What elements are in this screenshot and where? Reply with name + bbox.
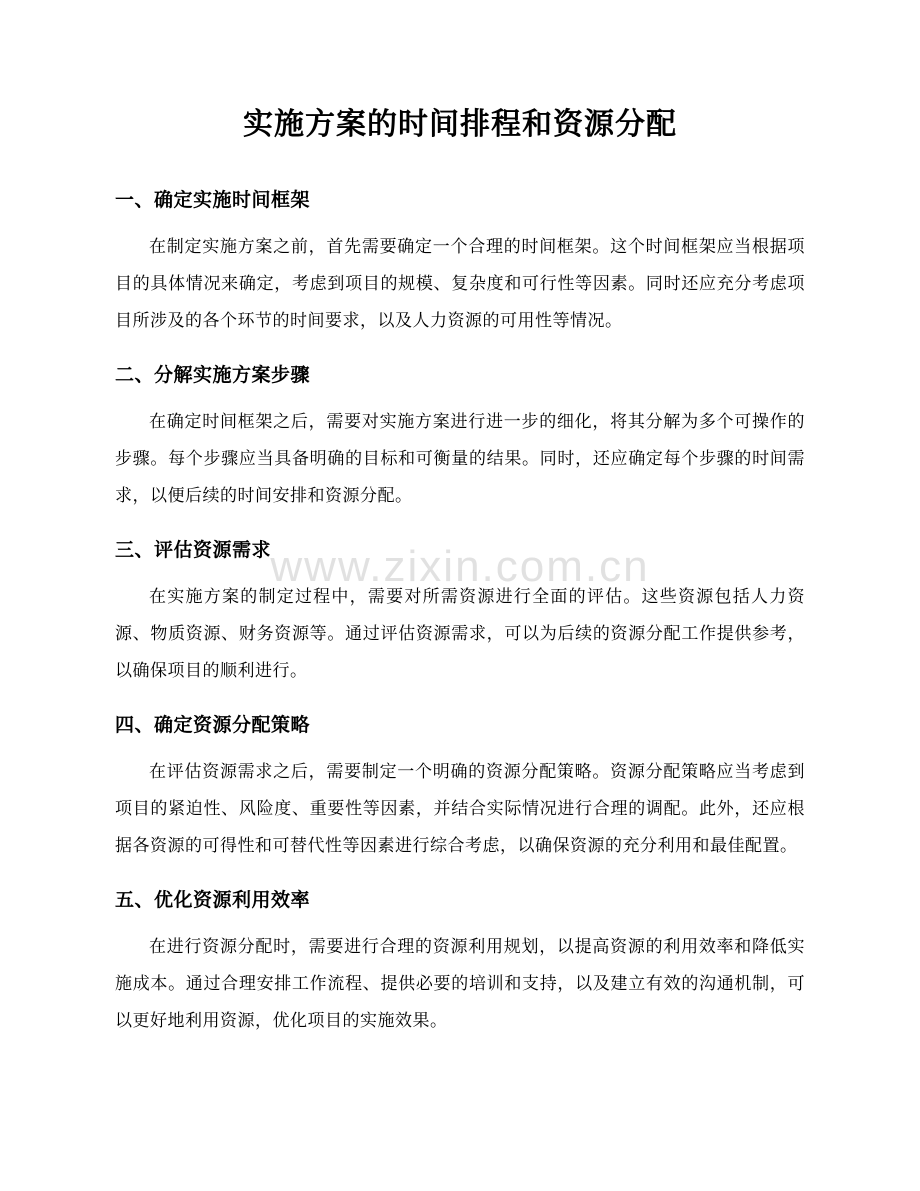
- section-4-body: 在评估资源需求之后，需要制定一个明确的资源分配策略。资源分配策略应当考虑到项目的紧迫性、风险度、重要性等因素，并结合实际情况进行合理的调配。此外，还应根据各资源的可得性和可替代性等因素进行综合考虑，以确保资源的充分利用和最佳配置。: [115, 762, 805, 855]
- section-5-body: 在进行资源分配时，需要进行合理的资源利用规划，以提高资源的利用效率和降低实施成本。通过合理安排工作流程、提供必要的培训和支持，以及建立有效的沟通机制，可以更好地利用资源，优化项目的实施效果。: [115, 937, 805, 1030]
- section-5: [115, 888, 805, 1039]
- section-2-body: 在确定时间框架之后，需要对实施方案进行进一步的细化，将其分解为多个可操作的步骤。每个步骤应当具备明确的目标和可衡量的结果。同时，还应确定每个步骤的时间需求，以便后续的时间安排和资源分配。: [115, 412, 805, 505]
- section-1-body: 在制定实施方案之前，首先需要确定一个合理的时间框架。这个时间框架应当根据项目的具体情况来确定，考虑到项目的规模、复杂度和可行性等因素。同时还应充分考虑项目所涉及的各个环节的时间要求，以及人力资源的可用性等情况。: [115, 237, 805, 330]
- section-4-heading: 四、确定资源分配策略: [115, 715, 311, 736]
- section-1: [115, 188, 805, 339]
- section-3: [115, 538, 805, 689]
- watermark-text: www.zixin.com.cn: [270, 542, 650, 591]
- page-title: 实施方案的时间排程和资源分配: [243, 108, 677, 141]
- section-2-heading: 二、分解实施方案步骤: [115, 365, 311, 386]
- section-5-heading: 五、优化资源利用效率: [115, 890, 311, 911]
- section-3-body: 在实施方案的制定过程中，需要对所需资源进行全面的评估。这些资源包括人力资源、物质资源、财务资源等。通过评估资源需求，可以为后续的资源分配工作提供参考，以确保项目的顺利进行。: [115, 587, 805, 680]
- section-4: [115, 713, 805, 864]
- section-2: [115, 363, 805, 514]
- section-1-heading: 一、确定实施时间框架: [115, 190, 311, 211]
- section-3-heading: 三、评估资源需求: [115, 540, 272, 561]
